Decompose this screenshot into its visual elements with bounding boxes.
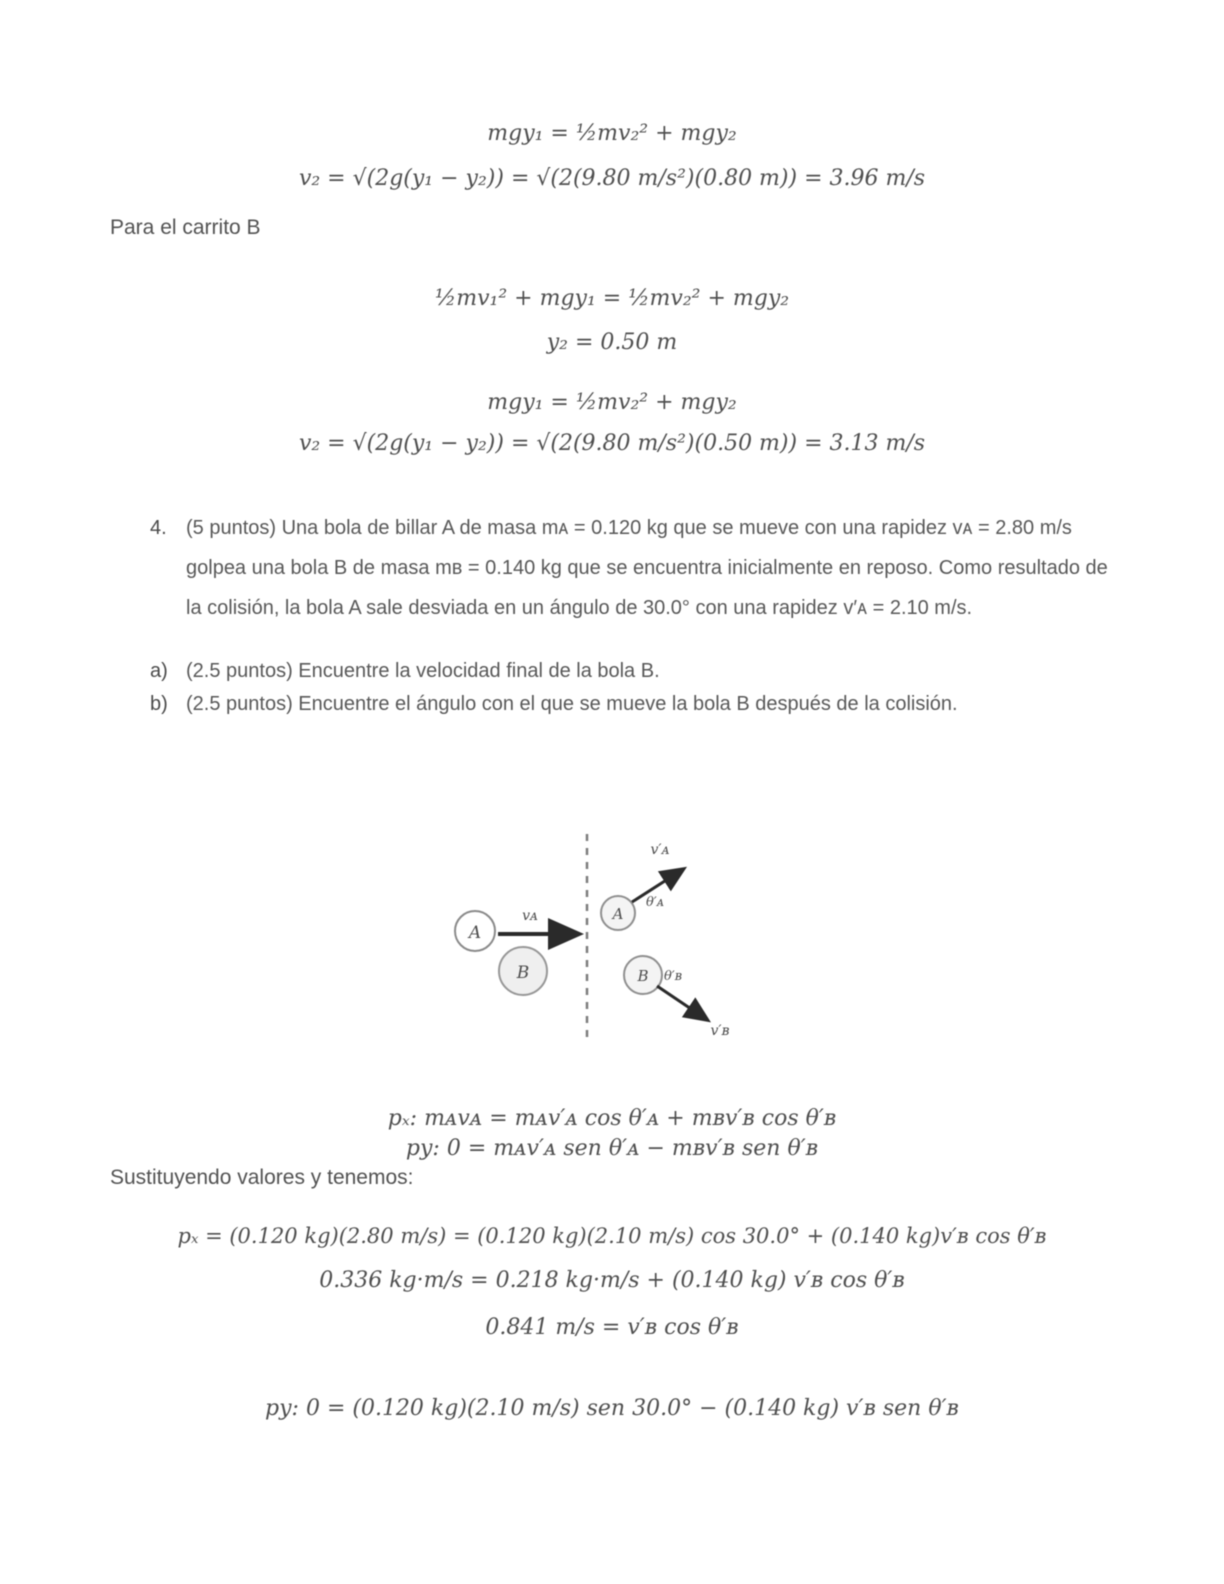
equation-cartb-1: ½mv₁² + mgy₁ = ½mv₂² + mgy₂: [434, 286, 790, 311]
equation-substitution-1: pₓ = (0.120 kg)(2.80 m/s) = (0.120 kg)(2.10 m/s) cos 30.0° + (0.140 kg)v′ʙ cos θ′ʙ: [177, 1224, 1047, 1248]
equation-cartb-4: v₂ = √(2g(y₁ − y₂)) = √(2(9.80 m/s²)(0.50 m)) = 3.13 m/s: [298, 431, 926, 456]
velocity-b-prime-label: v′ʙ: [710, 1023, 730, 1039]
equation-momentum-y: py: 0 = mᴀv′ᴀ sen θ′ᴀ − mʙv′ʙ sen θ′ʙ: [405, 1136, 819, 1161]
equation-substitution-2: 0.336 kg·m/s = 0.218 kg·m/s + (0.140 kg) v′ʙ cos θ′ʙ: [319, 1268, 905, 1293]
problem-statement: (5 puntos) Una bola de billar A de masa mᴀ = 0.120 kg que se mueve con una rapidez vᴀ = 2.80 m/s golpea una bola B de masa mʙ = 0.140 kg que se encuentra inicialmente en reposo. Como resultado de la colisión, la bola A sale desviada en un ángulo de 30.0° con una rapidez v′ᴀ = 2.10 m/s.: [186, 517, 1108, 619]
equation-substitution-3: 0.841 m/s = v′ʙ cos θ′ʙ: [485, 1315, 739, 1340]
part-a-marker: a): [150, 660, 168, 682]
velocity-a-prime-label: v′ᴀ: [650, 842, 670, 858]
equation-final-y: py: 0 = (0.120 kg)(2.10 m/s) sen 30.0° − (0.140 kg) v′ʙ sen θ′ʙ: [265, 1396, 959, 1421]
part-b-text: (2.5 puntos) Encuentre el ángulo con el que se mueve la bola B después de la colisión.: [186, 693, 958, 715]
ball-b-before-label: B: [516, 963, 530, 983]
part-a-text: (2.5 puntos) Encuentre la velocidad final de la bola B.: [186, 660, 660, 682]
ball-b-after-label: B: [637, 967, 649, 985]
problem-part-a: [150, 660, 1150, 683]
equation-energy-prev-2: v₂ = √(2g(y₁ − y₂)) = √(2(9.80 m/s²)(0.80 m)) = 3.96 m/s: [298, 166, 926, 191]
substitution-heading: Sustituyendo valores y tenemos:: [110, 1166, 414, 1189]
collision-diagram: [430, 828, 750, 1046]
section-heading-cart-b: Para el carrito B: [110, 216, 261, 239]
theta-b-label: θ′ʙ: [663, 969, 683, 984]
part-b-marker: b): [150, 693, 168, 715]
problem-item: [150, 508, 1110, 628]
ball-a-after-label: A: [612, 905, 624, 923]
theta-a-label: θ′ᴀ: [645, 895, 665, 910]
velocity-b-prime-arrow: [657, 986, 706, 1019]
velocity-a-label: vᴀ: [522, 908, 538, 924]
ball-a-before-label: A: [468, 923, 482, 943]
problem-part-b: [150, 693, 1150, 716]
equation-cartb-2: y₂ = 0.50 m: [546, 330, 678, 355]
problem-number: 4.: [150, 517, 167, 539]
equation-cartb-3: mgy₁ = ½mv₂² + mgy₂: [487, 390, 737, 415]
equation-energy-prev-1: mgy₁ = ½mv₂² + mgy₂: [487, 121, 737, 146]
equation-momentum-x: pₓ: mᴀvᴀ = mᴀv′ᴀ cos θ′ᴀ + mʙv′ʙ cos θ′ʙ: [387, 1106, 837, 1131]
